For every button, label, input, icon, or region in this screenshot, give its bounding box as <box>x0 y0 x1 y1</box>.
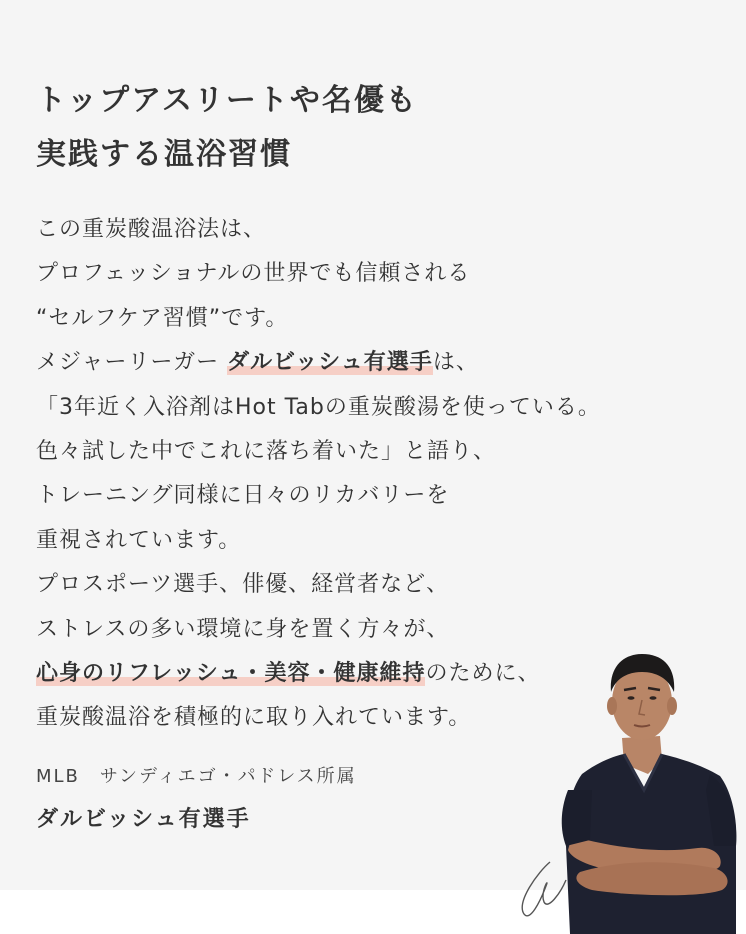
athlete-portrait <box>510 640 746 934</box>
body-text-segment: は、 <box>432 350 479 376</box>
left-sleeve <box>562 790 592 846</box>
quote-line: 「3年近く入浴剤はHot Tabの重炭酸湯を使っている。 <box>36 394 601 420</box>
body-line: 重視されています。 <box>36 527 242 553</box>
highlighted-benefits: 心身のリフレッシュ・美容・健康維持 <box>36 661 426 687</box>
body-line: この重炭酸温浴法は、 <box>36 217 267 242</box>
quote-line: 色々試した中でこれに落ち着いた」と語り、 <box>36 439 497 465</box>
body-line: 重炭酸温浴を積極的に取り入れています。 <box>36 705 472 731</box>
left-eye <box>628 696 635 700</box>
body-line: ストレスの多い環境に身を置く方々が、 <box>36 616 450 642</box>
left-ear <box>607 697 617 715</box>
athlete-name: ダルビッシュ有選手 <box>36 807 251 832</box>
body-text-segment: メジャーリーガー <box>36 350 228 376</box>
right-eye <box>650 696 657 700</box>
body-line <box>36 341 736 385</box>
signature-graphic <box>522 862 566 916</box>
right-ear <box>667 697 677 715</box>
highlighted-name: ダルビッシュ有選手 <box>227 350 433 376</box>
body-line: トレーニング同様に日々のリカバリーを <box>36 483 450 509</box>
body-line: プロフェッショナルの世界でも信頼される <box>36 261 471 287</box>
heading-line-1: トップアスリートや名優も <box>36 83 418 118</box>
body-line: “セルフケア習慣”です。 <box>36 305 289 331</box>
section-heading <box>36 74 418 182</box>
body-text-segment: のために、 <box>425 661 541 687</box>
heading-line-2: 実践する温浴習慣 <box>36 137 292 172</box>
body-line: プロスポーツ選手、俳優、経営者など、 <box>36 572 450 598</box>
team-caption: MLB サンディエゴ・パドレス所属 <box>36 766 357 787</box>
